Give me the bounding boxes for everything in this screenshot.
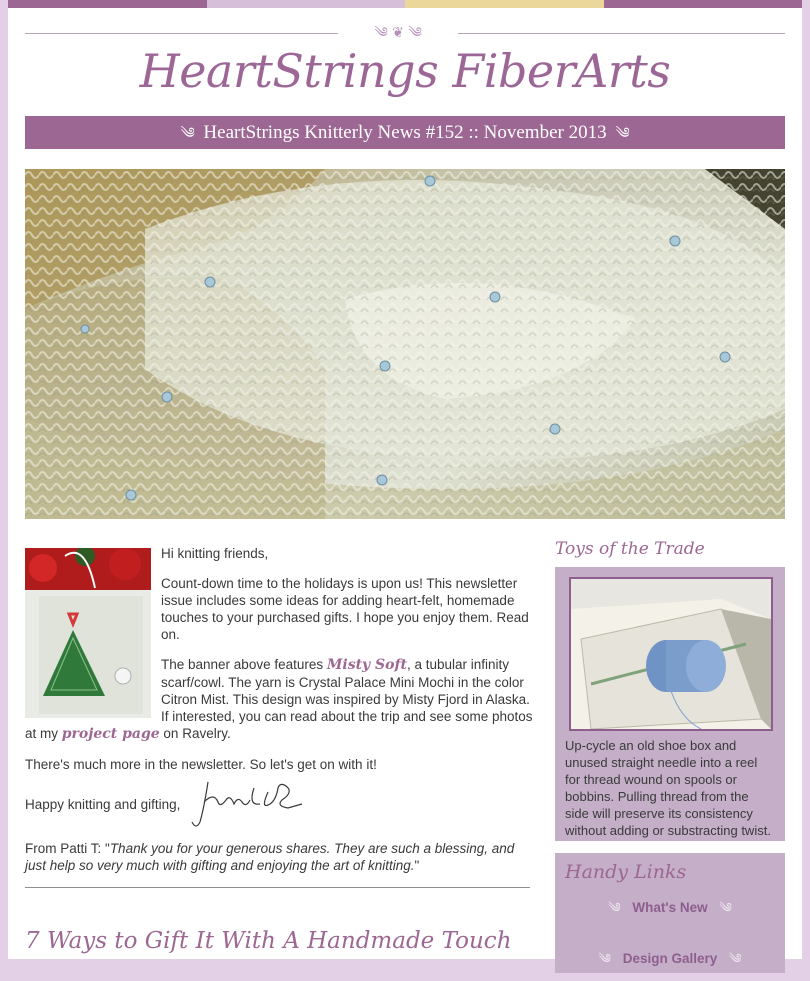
tree-icon xyxy=(25,548,151,718)
swirl-left-icon: ༄ xyxy=(180,126,195,142)
banner-image[interactable] xyxy=(25,169,785,519)
banner-paragraph-tail: on Ravelry. xyxy=(159,726,231,741)
link-label[interactable]: Design Gallery xyxy=(622,951,718,966)
more-paragraph: There's much more in the newsletter. So let's get on with it! xyxy=(25,757,377,772)
sidebar xyxy=(555,535,785,973)
handy-links-box xyxy=(555,853,785,973)
swirl-icon: ༄ xyxy=(719,900,732,915)
project-page-link[interactable]: project page xyxy=(61,726,160,742)
issue-bar xyxy=(25,116,785,149)
xmas-tree-dishcloth-image[interactable] xyxy=(25,548,151,718)
stripe-4 xyxy=(604,0,803,8)
top-color-stripe xyxy=(8,0,802,8)
misty-soft-link[interactable]: Misty Soft xyxy=(326,657,407,673)
knit-cowl-photo xyxy=(25,169,785,519)
link-design-gallery[interactable] xyxy=(565,944,775,981)
intro-paragraph: Count-down time to the holidays is upon us! This newsletter issue includes some ideas for adding heart-felt, homemade touches to your purchased gifts. I hope you enjoy them. Read on. xyxy=(161,576,529,642)
signoff-text: Happy knitting and gifting, xyxy=(25,797,181,812)
section-title[interactable]: 7 Ways to Gift It With A Handmade Touch xyxy=(25,928,512,954)
stripe-3 xyxy=(405,0,604,8)
banner-paragraph-lead: The banner above features xyxy=(161,657,327,672)
link-whats-new[interactable] xyxy=(565,893,775,930)
main-column xyxy=(25,545,533,888)
section-divider xyxy=(25,887,530,888)
header-ornament-icon: ༄ ❦ ༄ xyxy=(338,25,458,41)
link-label[interactable]: What's New xyxy=(632,900,708,915)
quote-text: Thank you for your generous shares. They are such a blessing, and just help so very much with gifting and enjoying the art of knitting. xyxy=(25,841,515,873)
banner-paragraph-body: , a tubular infinity scarf/cowl. The yarn is Crystal Palace Mini Mochi in the color Citron Mist. This design was inspired by Misty Fjord in Alaska. If interested, you can read about the trip and see some photos at my xyxy=(25,657,533,741)
toys-caption: Up-cycle an old shoe box and unused straight needle into a reel for thread wound on spools or bobbins. Pulling thread from the side will preserve its consistency without adding or substracting twist. xyxy=(565,738,771,838)
swirl-right-icon: ༄ xyxy=(615,126,630,142)
handy-links-heading: Handy Links xyxy=(565,861,687,883)
toys-box xyxy=(555,567,785,841)
site-title[interactable]: HeartStrings FiberArts xyxy=(139,44,671,98)
reader-quote xyxy=(25,840,533,874)
signature-image xyxy=(190,778,320,830)
swirl-icon: ༄ xyxy=(608,900,621,915)
spool-icon xyxy=(571,579,771,729)
stripe-2 xyxy=(207,0,406,8)
newsletter-page xyxy=(8,0,802,966)
greeting-text: Hi knitting friends, xyxy=(161,546,269,561)
signoff-row xyxy=(25,782,533,830)
stripe-1 xyxy=(8,0,207,8)
spool-box-image[interactable] xyxy=(569,577,773,731)
issue-title: HeartStrings Knitterly News #152 :: November 2013 xyxy=(203,122,607,143)
swirl-icon: ༄ xyxy=(598,951,611,966)
quote-close: " xyxy=(414,858,420,873)
quote-attribution: From Patti T: " xyxy=(25,841,110,856)
toys-heading: Toys of the Trade xyxy=(555,539,705,559)
swirl-icon: ༄ xyxy=(729,951,742,966)
